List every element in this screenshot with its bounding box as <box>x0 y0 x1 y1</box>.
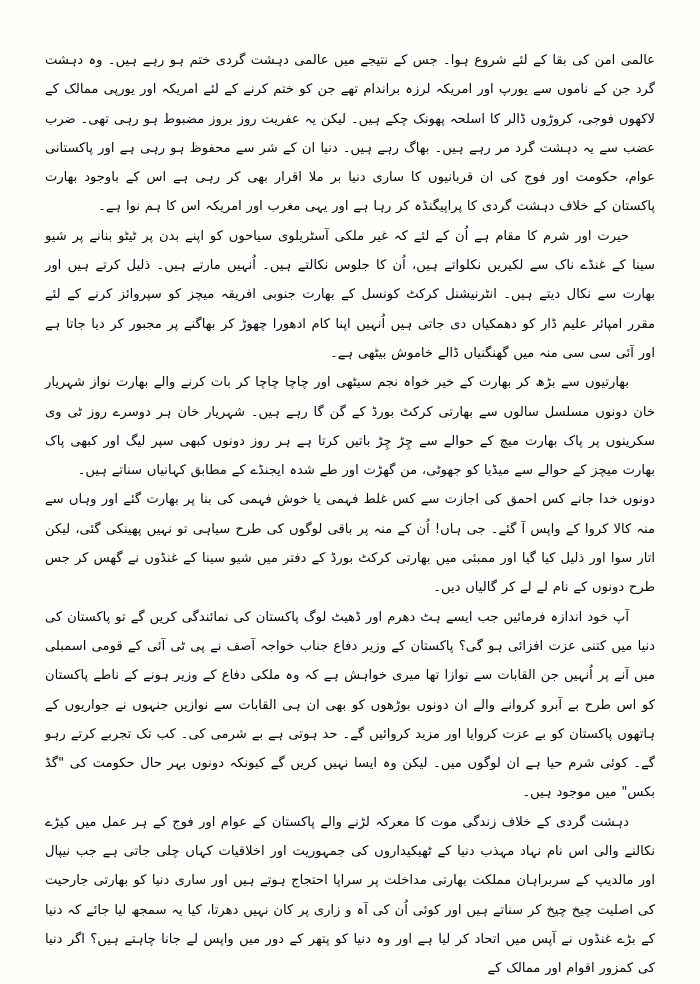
paragraph-5: آپ خود اندازہ فرمائیں جب ایسے ہٹ دھرم اور ڈھیٹ لوگ پاکستان کی نمائندگی کریں گے تو پاکستان کی دنیا میں کتنی عزت افزائی ہو گی؟ پاکستان کے وزیر دفاع جناب خواجہ آصف نے پی ٹی آئی کے قومی اسمبلی میں آنے پر اُنہیں جن القابات سے نوازا تھا میری خواہش ہے کہ وہ ملکی دفاع کے وزیر ہونے کے ناطے پاکستان کو اس طرح بے آبرو کروانے والے ان دونوں بوڑھوں کو بھی ان ہی القابات سے نوازیں جنہوں نے جواریوں کے ہاتھوں پاکستان کو بے عزت کروایا اور مزید کروائیں گے۔ حد ہوتی ہے بے شرمی کی۔ کب تک تجربے کرتے رہو گے۔ کوئی شرم حیا ہے ان لوگوں میں۔ لیکن وہ ایسا نہیں کریں گے کیونکہ دونوں بہر حال حکومت کی "گڈ بکس" میں موجود ہیں۔ <box>45 609 655 801</box>
paragraph-6: دہشت گردی کے خلاف زندگی موت کا معرکہ لڑنے والے پاکستان کے عوام اور فوج کے ہر عمل میں کیڑے نکالنے والی اس نام نہاد مہذب دنیا کے ٹھیکیداروں کی جمہوریت اور اخلاقیات کہاں چلی جاتی ہے جب نیپال اور مالدیپ کے سربراہان مملکت بھارتی مداخلت پر سراپا احتجاج ہوتے ہیں اور ساری دنیا کو بھارتی جارحیت کی اصلیت چیخ چیخ کر سناتے ہیں اور کوئی اُن کی آہ و زاری پر کان نہیں دھرتا، کیا یہ سمجھ لیا جائے کہ دنیا کے بڑے غنڈوں نے آپس میں اتحاد کر لیا ہے اور وہ دنیا کو پتھر کے دور میں واپس لے جانا چاہتے ہیں؟ اگر دنیا کی کمزور اقوام اور ممالک کے <box>45 814 655 977</box>
paragraph-3: بھارتیوں سے بڑھ کر بھارت کے خیر خواہ نجم سیٹھی اور چاچا چاچا کر بات کرنے والے بھارت نواز شہریار خان دونوں مسلسل سالوں سے بھارتی کرکٹ بورڈ کے گن گا رہے ہیں۔ شہریار خان ہر دوسرے روز ٹی وی سکرینوں پر پاک بھارت میچ کے حوالے سے چِڑ چِڑ باتیں کرتا ہے ہر روز دونوں کبھی سپر لیگ اور کبھی پاک بھارت میچز کے حوالے سے میڈیا کو جھوٹی، من گھڑت اور طے شدہ ایجنڈے کے مطابق کہانیاں سناتے ہیں۔ <box>45 375 655 479</box>
paragraph-4: دونوں خدا جانے کس احمق کی اجازت سے کس غلط فہمی یا خوش فہمی کی بنا پر بھارت گئے اور وہاں سے منہ کالا کروا کے واپس آ گئے۔ جی ہاں! اُن کے منہ پر باقی لوگوں کی طرح سیاہی تو نہیں پھینکی گئی، لیکن اتار سوا اور ذلیل کیا گیا اور ممبئی میں بھارتی کرکٹ بورڈ کے دفتر میں شیو سینا کے غنڈوں نے گھس کر جس طرح دونوں کے نام لے لے کر گالیاں دیں۔ <box>45 492 655 596</box>
article-body <box>45 46 655 984</box>
paragraph-1: عالمی امن کی بقا کے لئے شروع ہوا۔ جس کے نتیجے میں عالمی دہشت گردی ختم ہو رہے ہیں۔ وہ دہشت گرد جن کے ناموں سے یورپ اور امریکہ لرزہ براندام تھے جن کو ختم کرنے کے لئے امریکہ اور یورپی ممالک کے لاکھوں فوجی، کروڑوں ڈالر کا اسلحہ پھونک چکے ہیں۔ لیکن یہ عفریت روز بروز مضبوط ہو رہی تھی۔ ضرب عضب سے یہ دہشت گرد مر رہے ہیں۔ بھاگ رہے ہیں۔ دنیا ان کے شر سے محفوظ ہو رہی ہے اور پاکستانی عوام، حکومت اور فوج کی ان قربانیوں کا ساری دنیا بر ملا اقرار بھی کر رہی ہے اس کے باوجود بھارت پاکستان کے خلاف دہشت گردی کا پراپیگنڈہ کر رہا ہے اور یہی مغرب اور امریکہ اس کا ہم نوا ہے۔ <box>45 53 655 215</box>
paragraph-2: حیرت اور شرم کا مقام ہے اُن کے لئے کہ غیر ملکی آسٹریلوی سیاحوں کو اپنے بدن پر ٹیٹو بنانے پر شیو سینا کے غنڈے ناک سے لکیریں نکلواتے ہیں، اُن کا جلوس نکالتے ہیں۔ اُنہیں مارتے ہیں۔ ذلیل کرتے ہیں اور بھارت سے نکال دیتے ہیں۔ انٹرنیشنل کرکٹ کونسل کے بھارت جنوبی افریقہ میچز کو سپروائز کرنے کے لئے مقرر امپائر علیم ڈار کو دھمکیاں دی جاتی ہیں اُنہیں اپنا کام ادھورا چھوڑ کر بھاگنے پر مجبور کر دیا جاتا ہے اور آئی سی سی منہ میں گھنگنیاں ڈالے خاموش بیٹھی ہے۔ <box>45 228 655 361</box>
